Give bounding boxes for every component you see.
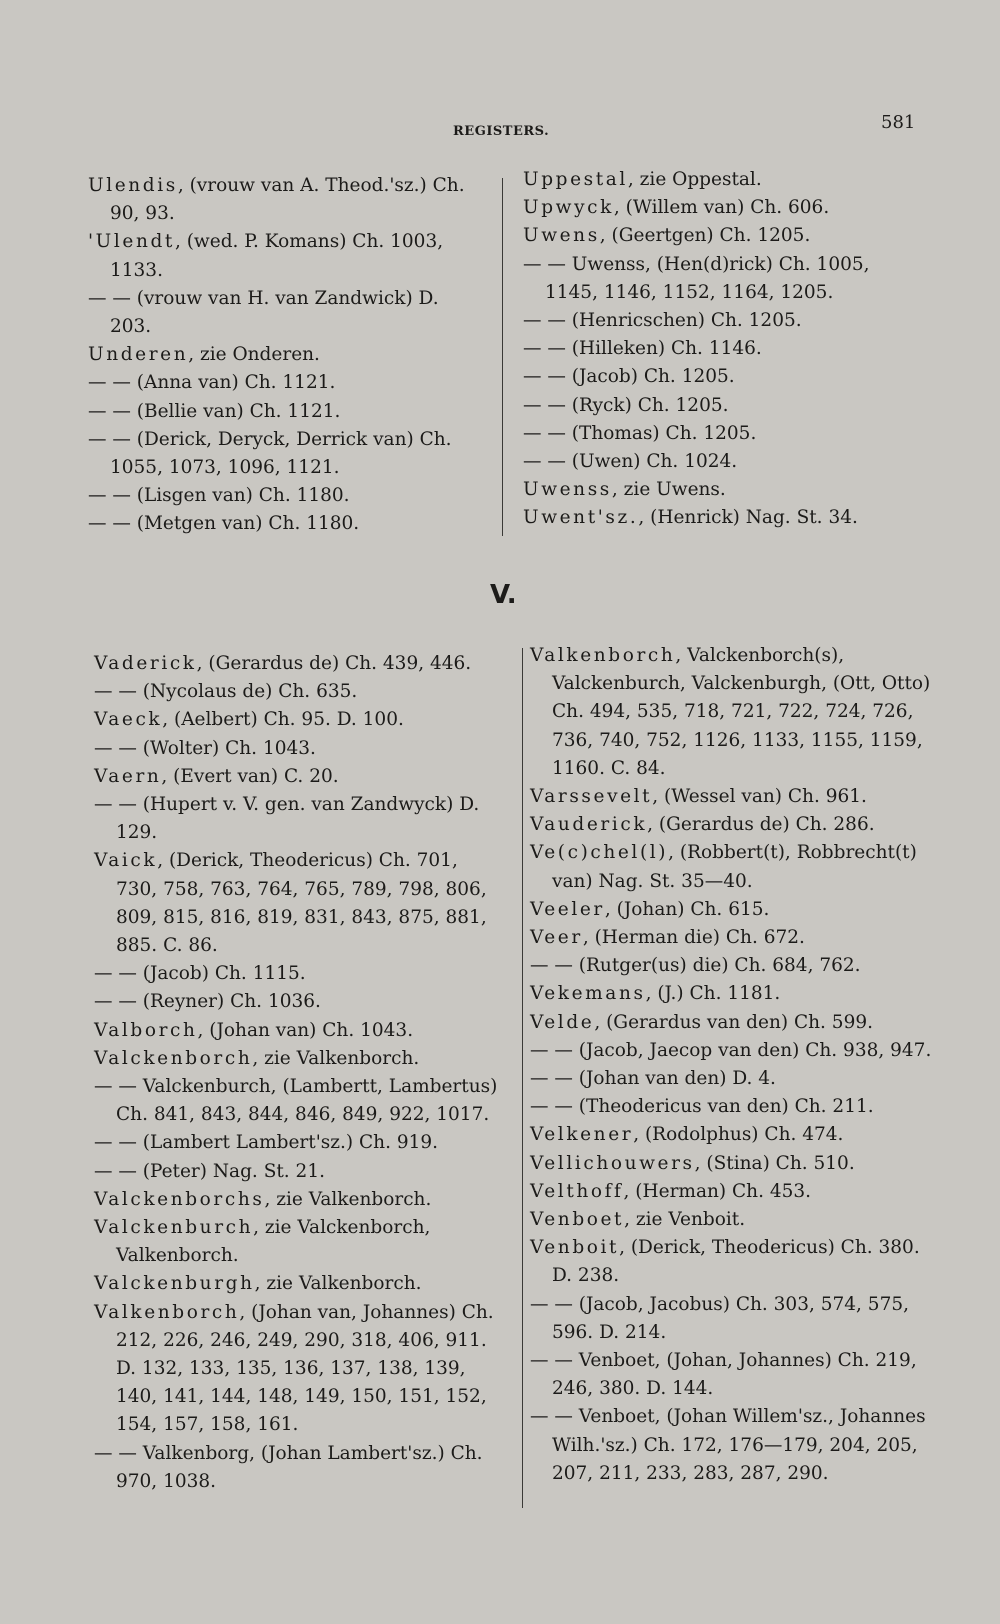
entry-text: , zie Valckenborch, Valkenborch. <box>116 1217 431 1267</box>
column-divider-top <box>502 178 503 536</box>
entry-text: , Valckenborch(s), Valckenburch, Valckenburgh, (Ott, Otto) Ch. 494, 535, 718, 721, 722, 724, 726, 736, 740, 752, 1126, 1133, 1155, 1159, 1160. C. 84. <box>552 645 931 779</box>
index-entry <box>530 783 935 811</box>
entry-text: , (Henrick) Nag. St. 34. <box>638 507 858 529</box>
entry-text: , (Herman die) Ch. 672. <box>582 927 805 949</box>
entry-headword: Venboet <box>530 1209 625 1231</box>
entry-text: , (Gerardus van den) Ch. 599. <box>594 1011 873 1033</box>
index-entry <box>530 1178 935 1206</box>
entry-text: , (Rodolphus) Ch. 474. <box>633 1124 844 1146</box>
index-entry <box>523 392 923 420</box>
index-entry <box>94 1299 504 1440</box>
entry-headword: Uwent'sz. <box>523 507 639 529</box>
entry-text: , (Derick, Theodericus) Ch. 380. D. 238. <box>552 1237 920 1287</box>
entry-text: — — (Anna van) Ch. 1121. <box>88 372 336 394</box>
index-entry <box>530 1121 935 1149</box>
entry-headword: Ulendis <box>88 175 178 196</box>
index-entry <box>94 678 504 706</box>
entry-headword: Valckenburch <box>94 1217 254 1239</box>
entry-headword: Vekemans <box>530 983 646 1005</box>
index-entry <box>88 228 483 284</box>
entry-text: — — (Hupert v. V. gen. van Zandwyck) D. 129. <box>94 794 480 844</box>
entry-text: , (Gerardus de) Ch. 439, 446. <box>196 653 472 674</box>
entry-headword: Upwyck <box>523 197 614 219</box>
entry-headword: Varssevelt <box>530 786 653 808</box>
index-entry <box>523 194 923 222</box>
entry-text: , (Willem van) Ch. 606. <box>613 197 830 219</box>
index-entry <box>94 1158 504 1186</box>
entry-text: — — (Theodericus van den) Ch. 211. <box>530 1096 874 1118</box>
index-entry <box>530 1150 935 1178</box>
column-divider-bottom <box>522 648 523 1508</box>
entry-headword: Vaeck <box>94 709 163 731</box>
index-entry <box>94 1017 504 1045</box>
entry-text: , zie Onderen. <box>188 344 320 366</box>
index-entry <box>94 988 504 1016</box>
index-entry <box>94 650 504 678</box>
index-entry <box>530 896 935 924</box>
entry-headword: Valkenborch <box>530 645 676 666</box>
index-entry <box>94 1129 504 1157</box>
index-entry <box>523 335 923 363</box>
entry-headword: Venboit <box>530 1237 620 1259</box>
entry-text: — — (Jacob) Ch. 1205. <box>523 366 735 388</box>
entry-text: — — (Derick, Deryck, Derrick van) Ch. 1055, 1073, 1096, 1121. <box>88 428 452 479</box>
entry-headword: Valborch <box>94 1019 198 1041</box>
entry-text: — — (Johan van den) D. 4. <box>530 1068 776 1090</box>
index-entry <box>94 1186 504 1214</box>
entry-text: , (wed. P. Komans) Ch. 1003, 1133. <box>110 231 444 281</box>
entry-headword: Uwens <box>523 225 600 247</box>
entry-headword: Ve(c)chel(l) <box>530 842 669 864</box>
index-entry <box>88 172 483 228</box>
entry-text: — — (Henricschen) Ch. 1205. <box>523 310 802 332</box>
index-column-top-right <box>523 166 923 533</box>
index-entry <box>530 1347 935 1403</box>
index-entry <box>88 369 483 397</box>
entry-text: , (J.) Ch. 1181. <box>645 983 781 1005</box>
entry-headword: Veeler <box>530 898 605 920</box>
running-header: REGISTERS. <box>453 124 550 139</box>
entry-text: — — (vrouw van H. van Zandwick) D. 203. <box>88 287 439 338</box>
entry-headword: Uppestal <box>523 169 628 190</box>
entry-text: — — (Rutger(us) die) Ch. 684, 762. <box>530 955 861 977</box>
index-entry <box>94 1270 504 1298</box>
entry-headword: 'Ulendt <box>88 231 175 253</box>
index-entry <box>523 251 923 307</box>
entry-text: , (Johan van) Ch. 1043. <box>197 1019 414 1041</box>
entry-text: , (Aelbert) Ch. 95. D. 100. <box>162 709 404 731</box>
entry-text: , (vrouw van A. Theod.'sz.) Ch. 90, 93. <box>110 175 465 225</box>
entry-text: , (Geertgen) Ch. 1205. <box>599 225 811 247</box>
entry-text: , (Robbert(t), Robbrecht(t) van) Nag. St. 35—40. <box>552 842 917 892</box>
index-entry <box>88 341 483 369</box>
index-entry <box>94 791 504 847</box>
index-entry <box>530 1093 935 1121</box>
entry-text: — — (Lambert Lambert'sz.) Ch. 919. <box>94 1132 439 1154</box>
entry-text: , (Johan) Ch. 615. <box>604 898 770 920</box>
entry-text: , (Herman) Ch. 453. <box>623 1180 812 1202</box>
entry-text: — — (Jacob, Jaecop van den) Ch. 938, 947. <box>530 1039 932 1061</box>
entry-text: — — Valckenburch, (Lambertt, Lambertus) Ch. 841, 843, 844, 846, 849, 922, 1017. <box>94 1076 498 1126</box>
index-entry <box>88 398 483 426</box>
entry-text: — — (Thomas) Ch. 1205. <box>523 422 757 444</box>
index-entry <box>523 448 923 476</box>
index-entry <box>530 980 935 1008</box>
entry-text: — — (Jacob, Jacobus) Ch. 303, 574, 575, 596. D. 214. <box>530 1293 909 1343</box>
entry-text: — — (Uwen) Ch. 1024. <box>523 451 738 473</box>
entry-text: , (Stina) Ch. 510. <box>694 1152 855 1174</box>
entry-text: , (Evert van) C. 20. <box>161 765 339 787</box>
entry-text: — — (Nycolaus de) Ch. 635. <box>94 681 358 703</box>
index-entry <box>523 476 923 504</box>
index-entry <box>530 1037 935 1065</box>
entry-text: — — (Hilleken) Ch. 1146. <box>523 338 762 360</box>
entry-text: , (Johan van, Johannes) Ch. 212, 226, 246, 249, 290, 318, 406, 911. D. 132, 133, 135, 136, 137, 138, 139, 140, 141, 144, 148, 149, 150, 151, 152, 154, 157, 158, 161. <box>116 1301 494 1436</box>
index-entry <box>530 924 935 952</box>
entry-text: , (Derick, Theodericus) Ch. 701, 730, 758, 763, 764, 765, 789, 798, 806, 809, 815, 816, 819, 831, 843, 875, 881, 885. C. 86. <box>116 850 487 957</box>
index-entry <box>530 1065 935 1093</box>
entry-headword: Valckenborch <box>94 1047 253 1069</box>
entry-text: — — (Reyner) Ch. 1036. <box>94 991 321 1013</box>
index-entry <box>523 363 923 391</box>
index-entry <box>530 839 935 895</box>
index-entry <box>88 510 483 538</box>
entry-text: — — Uwenss, (Hen(d)rick) Ch. 1005, 1145, 1146, 1152, 1164, 1205. <box>523 253 870 303</box>
index-entry <box>88 426 483 482</box>
index-entry <box>94 1073 504 1129</box>
entry-text: — — (Wolter) Ch. 1043. <box>94 737 316 759</box>
entry-text: , (Gerardus de) Ch. 286. <box>647 814 875 836</box>
index-entry <box>523 222 923 250</box>
index-entry <box>94 960 504 988</box>
page-number: 581 <box>881 112 916 133</box>
index-entry <box>523 166 923 194</box>
entry-text: — — (Lisgen van) Ch. 1180. <box>88 485 350 507</box>
entry-headword: Underen <box>88 344 189 366</box>
entry-headword: Vauderick <box>530 814 648 836</box>
index-entry <box>530 1403 935 1488</box>
entry-text: — — (Peter) Nag. St. 21. <box>94 1160 325 1182</box>
index-entry <box>523 504 923 532</box>
entry-text: — — (Bellie van) Ch. 1121. <box>88 400 341 422</box>
entry-text: — — Venboet, (Johan Willem'sz., Johannes Wilh.'sz.) Ch. 172, 176—179, 204, 205, 207, 211, 233, 283, 287, 290. <box>530 1406 926 1484</box>
entry-headword: Valckenburgh <box>94 1273 255 1295</box>
entry-text: — — (Metgen van) Ch. 1180. <box>88 513 360 535</box>
index-entry <box>530 1206 935 1234</box>
entry-headword: Vaern <box>94 765 162 787</box>
entry-text: , zie Valkenborch. <box>252 1047 420 1069</box>
entry-text: , zie Valkenborch. <box>264 1188 432 1210</box>
index-entry <box>94 847 504 960</box>
entry-headword: Valckenborchs <box>94 1188 265 1210</box>
entry-headword: Velde <box>530 1011 595 1033</box>
entry-text: — — Venboet, (Johan, Johannes) Ch. 219, 246, 380. D. 144. <box>530 1350 917 1400</box>
index-entry <box>94 1214 504 1270</box>
entry-text: — — Valkenborg, (Johan Lambert'sz.) Ch. 970, 1038. <box>94 1442 483 1492</box>
entry-headword: Velthoff <box>530 1180 624 1202</box>
entry-text: , (Wessel van) Ch. 961. <box>652 786 867 808</box>
index-column-bottom-right <box>530 642 935 1488</box>
index-entry <box>530 811 935 839</box>
index-entry <box>88 482 483 510</box>
index-entry <box>523 420 923 448</box>
index-entry <box>530 642 935 783</box>
index-column-top-left <box>88 172 483 539</box>
index-entry <box>88 285 483 341</box>
entry-text: , zie Valkenborch. <box>254 1273 422 1295</box>
entry-headword: Velkener <box>530 1124 634 1146</box>
index-entry <box>94 1440 504 1496</box>
index-entry <box>530 1291 935 1347</box>
entry-headword: Uwenss <box>523 479 612 501</box>
index-entry <box>94 735 504 763</box>
entry-text: , zie Oppestal. <box>627 169 762 190</box>
index-entry <box>530 1009 935 1037</box>
index-entry <box>94 763 504 791</box>
index-entry <box>94 706 504 734</box>
entry-headword: Vaick <box>94 850 158 872</box>
entry-text: — — (Jacob) Ch. 1115. <box>94 963 306 985</box>
entry-headword: Vellichouwers <box>530 1152 695 1174</box>
index-entry <box>530 1234 935 1290</box>
entry-text: — — (Ryck) Ch. 1205. <box>523 394 729 416</box>
entry-text: , zie Uwens. <box>611 479 726 501</box>
index-column-bottom-left <box>94 650 504 1496</box>
section-letter: V. <box>490 580 517 610</box>
index-entry <box>530 952 935 980</box>
entry-headword: Valkenborch <box>94 1301 240 1323</box>
entry-text: , zie Venboit. <box>624 1209 746 1231</box>
index-entry <box>94 1045 504 1073</box>
entry-headword: Veer <box>530 927 583 949</box>
index-entry <box>523 307 923 335</box>
entry-headword: Vaderick <box>94 653 197 674</box>
